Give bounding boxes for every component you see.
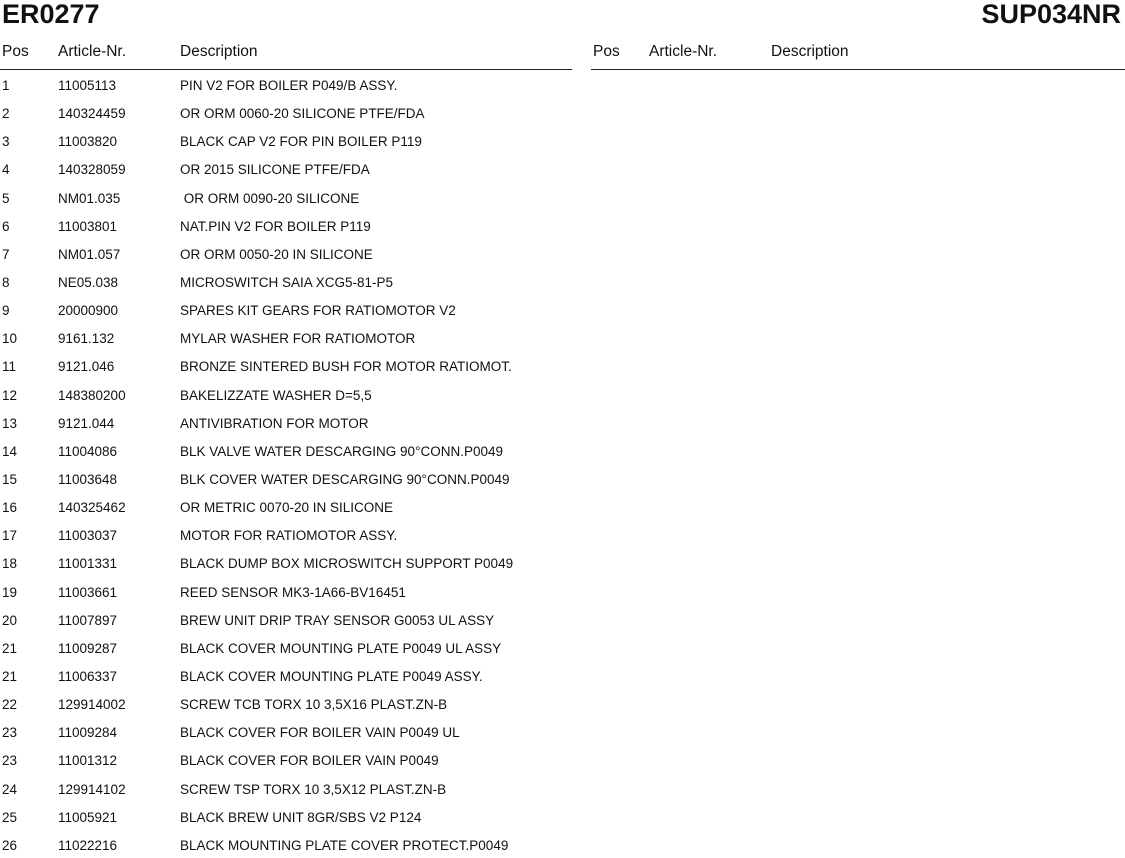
row-pos: 21	[2, 640, 18, 656]
row-pos: 11	[2, 359, 17, 375]
row-description: BLK COVER WATER DESCARGING 90°CONN.P0049	[180, 471, 510, 487]
table-row	[0, 520, 572, 548]
row-pos: 3	[2, 134, 10, 150]
table-row	[0, 380, 572, 408]
header-description-right: Description	[771, 43, 849, 60]
row-article: 9121.044	[58, 415, 115, 431]
row-description: OR METRIC 0070-20 IN SILICONE	[180, 500, 394, 516]
row-pos: 21	[2, 668, 18, 684]
table-header-right	[591, 42, 1125, 70]
row-pos: 8	[2, 274, 10, 290]
row-article: 148380200	[58, 387, 126, 403]
table-row	[0, 802, 572, 830]
row-pos: 25	[2, 809, 18, 825]
row-description: MOTOR FOR RATIOMOTOR ASSY.	[180, 528, 398, 544]
row-description: SPARES KIT GEARS FOR RATIOMOTOR V2	[180, 303, 456, 319]
row-pos: 15	[2, 471, 18, 487]
table-row	[0, 154, 572, 182]
header-description: Description	[180, 43, 258, 60]
row-description: OR ORM 0090-20 SILICONE	[180, 190, 360, 206]
row-article: 11001312	[58, 753, 118, 769]
table-row	[0, 633, 572, 661]
row-description: NAT.PIN V2 FOR BOILER P119	[180, 218, 371, 234]
row-description: OR ORM 0060-20 SILICONE PTFE/FDA	[180, 106, 425, 122]
row-description: BLACK BREW UNIT 8GR/SBS V2 P124	[180, 809, 422, 825]
row-description: MICROSWITCH SAIA XCG5-81-P5	[180, 274, 394, 290]
row-description: OR 2015 SILICONE PTFE/FDA	[180, 162, 370, 178]
row-article: 11004086	[58, 443, 118, 459]
row-pos: 23	[2, 753, 18, 769]
row-description: SCREW TCB TORX 10 3,5X16 PLAST.ZN-B	[180, 697, 448, 713]
row-article: 11007897	[58, 612, 118, 628]
row-article: 11001331	[58, 556, 118, 572]
table-row	[0, 126, 572, 154]
row-article: 9161.132	[58, 331, 115, 347]
row-pos: 6	[2, 218, 10, 234]
row-pos: 10	[2, 331, 18, 347]
row-description: BLACK COVER MOUNTING PLATE P0049 ASSY.	[180, 668, 483, 684]
row-description: OR ORM 0050-20 IN SILICONE	[180, 246, 373, 262]
table-row	[0, 717, 572, 745]
row-pos: 14	[2, 443, 18, 459]
table-row	[0, 98, 572, 126]
parts-table-left	[0, 42, 572, 858]
table-row	[0, 492, 572, 520]
row-article: 11009287	[58, 640, 118, 656]
table-row	[0, 267, 572, 295]
table-row	[0, 745, 572, 773]
row-description: BLACK MOUNTING PLATE COVER PROTECT.P0049	[180, 837, 509, 853]
row-description: BLACK CAP V2 FOR PIN BOILER P119	[180, 134, 422, 150]
row-article: NM01.035	[58, 190, 121, 206]
header-pos-right: Pos	[593, 43, 620, 60]
row-description: ANTIVIBRATION FOR MOTOR	[180, 415, 369, 431]
model-code: SUP034NR	[981, 0, 1121, 29]
row-article: 11005921	[58, 809, 118, 825]
table-row	[0, 830, 572, 858]
row-pos: 26	[2, 837, 18, 853]
header-article: Article-Nr.	[58, 43, 127, 60]
row-description: BLACK COVER MOUNTING PLATE P0049 UL ASSY	[180, 640, 502, 656]
row-pos: 12	[2, 387, 18, 403]
table-row	[0, 70, 572, 98]
row-article: 140324459	[58, 106, 126, 122]
row-description: BLACK COVER FOR BOILER VAIN P0049 UL	[180, 725, 460, 741]
row-description: BLK VALVE WATER DESCARGING 90°CONN.P0049	[180, 443, 503, 459]
row-description: SCREW TSP TORX 10 3,5X12 PLAST.ZN-B	[180, 781, 447, 797]
table-header	[0, 42, 572, 70]
row-pos: 23	[2, 725, 18, 741]
table-row	[0, 605, 572, 633]
document-code: ER0277	[2, 0, 100, 29]
row-description: BREW UNIT DRIP TRAY SENSOR G0053 UL ASSY	[180, 612, 495, 628]
table-row	[0, 774, 572, 802]
row-pos: 7	[2, 246, 10, 262]
row-pos: 24	[2, 781, 18, 797]
table-row	[0, 211, 572, 239]
table-row	[0, 239, 572, 267]
header-article-right: Article-Nr.	[649, 43, 718, 60]
row-article: 140325462	[58, 500, 126, 516]
row-article: NE05.038	[58, 274, 119, 290]
row-pos: 19	[2, 584, 18, 600]
row-article: 129914102	[58, 781, 126, 797]
row-article: 9121.046	[58, 359, 115, 375]
table-row	[0, 183, 572, 211]
row-article: 11003820	[58, 134, 118, 150]
table-row	[0, 408, 572, 436]
row-article: 11003661	[58, 584, 118, 600]
row-article: 11003648	[58, 471, 118, 487]
row-pos: 13	[2, 415, 18, 431]
row-pos: 9	[2, 303, 10, 319]
header-pos: Pos	[2, 43, 29, 60]
table-row	[0, 436, 572, 464]
table-row	[0, 661, 572, 689]
parts-table-right	[591, 42, 1125, 70]
row-article: NM01.057	[58, 246, 121, 262]
table-row	[0, 323, 572, 351]
table-row	[0, 464, 572, 492]
table-row	[0, 577, 572, 605]
row-article: 11009284	[58, 725, 118, 741]
row-pos: 5	[2, 190, 10, 206]
row-description: BAKELIZZATE WASHER D=5,5	[180, 387, 372, 403]
row-description: BRONZE SINTERED BUSH FOR MOTOR RATIOMOT.	[180, 359, 512, 375]
table-row	[0, 548, 572, 576]
row-article: 11005113	[58, 78, 117, 93]
table-row	[0, 351, 572, 379]
row-article: 11003037	[58, 528, 118, 544]
table-body	[0, 70, 572, 858]
table-row	[0, 295, 572, 323]
row-description: BLACK DUMP BOX MICROSWITCH SUPPORT P0049	[180, 556, 514, 572]
row-pos: 20	[2, 612, 18, 628]
row-pos: 18	[2, 556, 18, 572]
row-article: 20000900	[58, 303, 119, 319]
row-article: 11022216	[58, 837, 118, 853]
row-article: 11006337	[58, 668, 118, 684]
row-pos: 4	[2, 162, 10, 178]
row-pos: 16	[2, 500, 18, 516]
row-pos: 22	[2, 697, 18, 713]
row-pos: 1	[2, 78, 10, 93]
row-article: 140328059	[58, 162, 126, 178]
row-description: BLACK COVER FOR BOILER VAIN P0049	[180, 753, 439, 769]
table-row	[0, 689, 572, 717]
row-article: 11003801	[58, 218, 118, 234]
row-pos: 17	[2, 528, 18, 544]
row-article: 129914002	[58, 697, 126, 713]
row-description: MYLAR WASHER FOR RATIOMOTOR	[180, 331, 416, 347]
row-pos: 2	[2, 106, 10, 122]
row-description: PIN V2 FOR BOILER P049/B ASSY.	[180, 78, 398, 93]
row-description: REED SENSOR MK3-1A66-BV16451	[180, 584, 406, 600]
